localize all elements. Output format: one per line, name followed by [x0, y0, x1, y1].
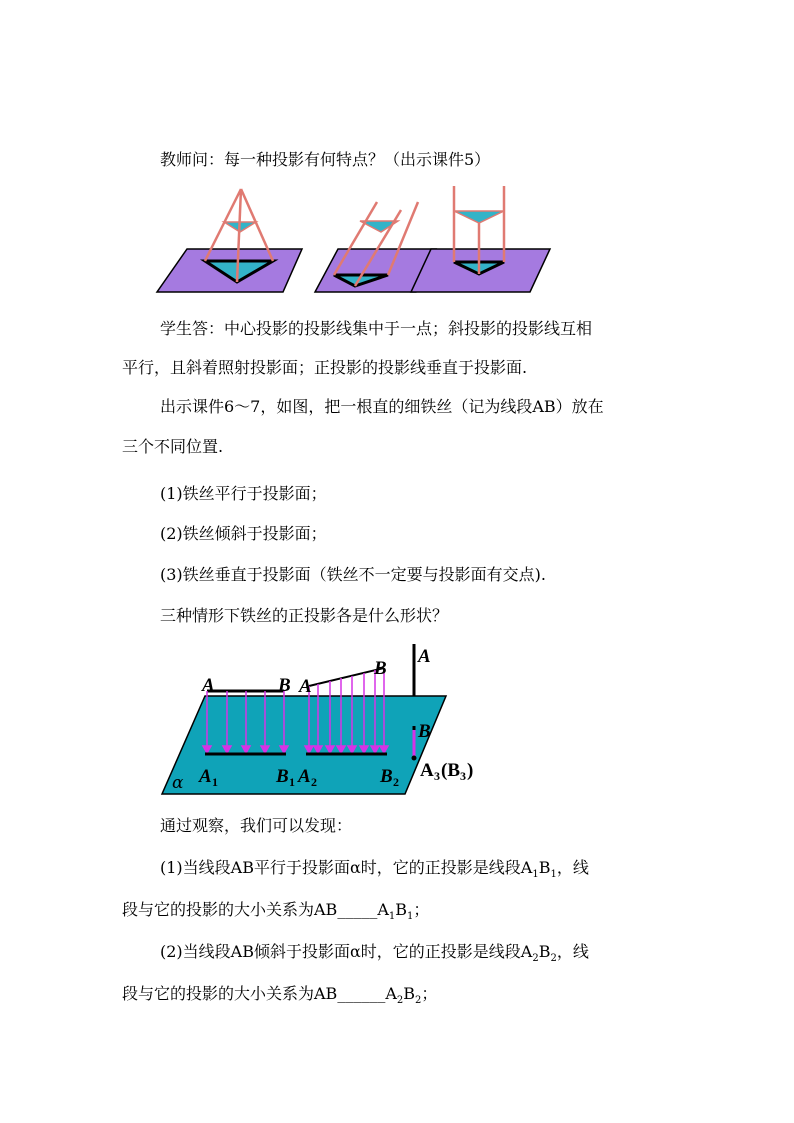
- segment-ab-oblique: [309, 668, 384, 686]
- label-a-parallel: A: [202, 675, 215, 696]
- label-b-perpendicular: B: [418, 721, 431, 742]
- label-a2-sub: 2: [311, 775, 317, 789]
- label-b1-sub: 1: [289, 775, 295, 789]
- label-b2-sub: 2: [393, 775, 399, 789]
- finding-parallel: (1)当线段AB平行于投影面α时，它的正投影是线段$A_1B_1$，线: [160, 858, 589, 881]
- answer-blank[interactable]: _____: [337, 900, 378, 919]
- case-perpendicular: (3)铁丝垂直于投影面（铁丝不一定要与投影面有交点).: [160, 565, 546, 584]
- point-a3-b3: [412, 756, 417, 761]
- paragraph-student-answer-cont: 平行，且斜着照射投影面；正投影的投影线垂直于投影面.: [122, 358, 528, 377]
- paragraph-question-shapes: 三种情形下铁丝的正投影各是什么形状？: [160, 606, 449, 625]
- paragraph-observation: 通过观察，我们可以发现：: [160, 816, 353, 835]
- label-b1: B: [276, 766, 289, 787]
- segment-projection-figure: [160, 640, 490, 800]
- label-a2: A: [298, 766, 311, 787]
- label-a3-sub: 3: [434, 769, 440, 783]
- label-b3-sub: 3: [460, 769, 466, 783]
- answer-blank[interactable]: ______: [337, 984, 386, 1003]
- label-b3-close: ): [467, 760, 474, 781]
- label-a-oblique: A: [299, 676, 312, 697]
- case-oblique: (2)铁丝倾斜于投影面；: [160, 524, 327, 543]
- label-b-oblique: B: [374, 658, 387, 679]
- label-a1-sub: 1: [212, 775, 218, 789]
- case-parallel: (1)铁丝平行于投影面；: [160, 484, 327, 503]
- paragraph-student-answer: 学生答：中心投影的投影线集中于一点；斜投影的投影线互相: [160, 319, 593, 338]
- label-b2: B: [380, 766, 393, 787]
- paragraph-courseware-cont: 三个不同位置.: [122, 437, 224, 456]
- label-a-perpendicular: A: [418, 646, 431, 667]
- label-b-parallel: B: [278, 675, 291, 696]
- label-a1: A: [199, 766, 212, 787]
- central-projection-panel: [157, 189, 302, 292]
- orthographic-projection-panel: [411, 186, 550, 292]
- projection-types-figure: [155, 184, 555, 296]
- label-b3: (B: [441, 760, 460, 781]
- paragraph-courseware: 出示课件6～7，如图，把一根直的细铁丝（记为线段AB）放在: [160, 397, 604, 416]
- object-triangle: [454, 211, 504, 223]
- finding-oblique-cont: 段与它的投影的大小关系为$AB\_\_\_\_\_\_A_2B_2$；: [122, 984, 438, 1007]
- label-a3: A: [420, 760, 434, 781]
- finding-parallel-cont: 段与它的投影的大小关系为$AB\_\_\_\_\_A_1B_1$；: [122, 900, 430, 923]
- finding-oblique: (2)当线段AB倾斜于投影面α时，它的正投影是线段$A_2B_2$，线: [160, 942, 589, 965]
- paragraph-teacher-question: 教师问：每一种投影有何特点？（出示课件5）: [160, 150, 491, 169]
- label-alpha: α: [172, 773, 184, 793]
